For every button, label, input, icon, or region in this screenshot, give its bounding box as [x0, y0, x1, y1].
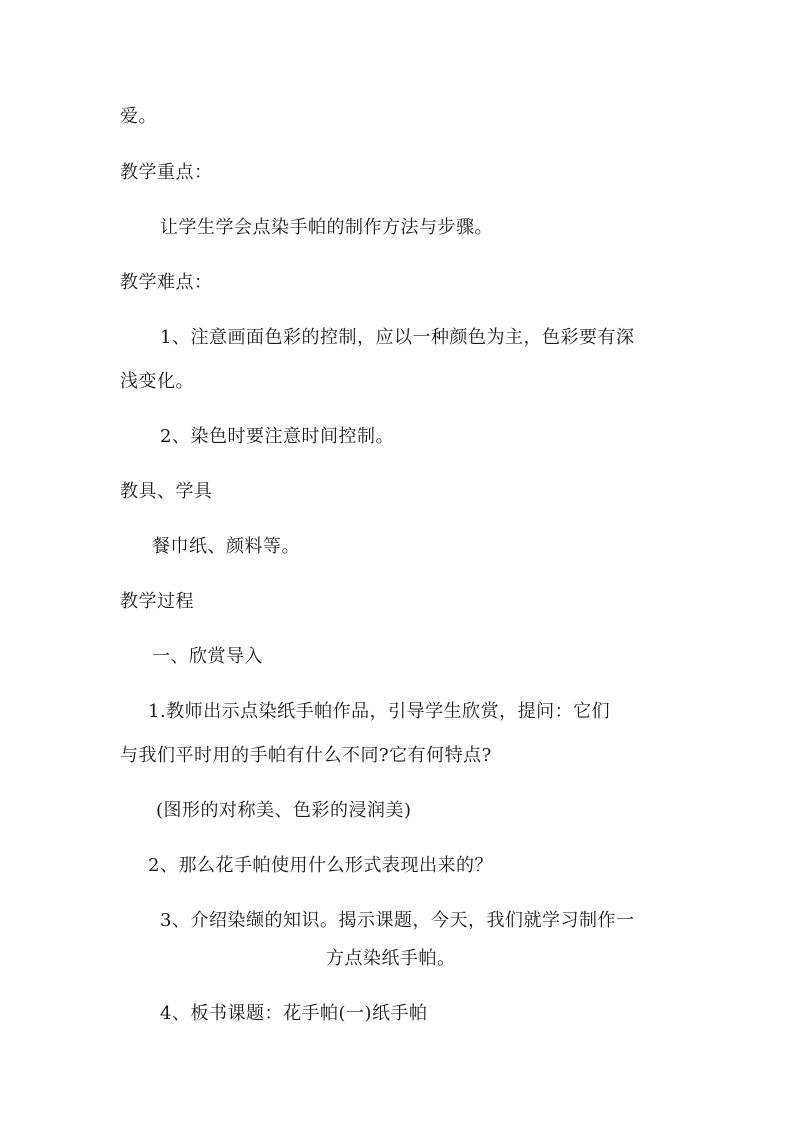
difficulty-item-1: 1、注意画面色彩的控制，应以一种颜色为主，色彩要有深 — [160, 327, 635, 348]
heading-materials: 教具、学具 — [120, 481, 213, 502]
difficulty-item-1-continued: 浅变化。 — [120, 371, 194, 392]
process-item-1-answer: (图形的对称美、色彩的浸润美) — [156, 800, 412, 821]
process-item-2: 2、那么花手帕使用什么形式表现出来的？ — [148, 855, 493, 876]
key-points-text: 让学生学会点染手帕的制作方法与步骤。 — [160, 217, 493, 238]
heading-process: 教学过程 — [120, 591, 194, 612]
process-item-1-continued: 与我们平时用的手帕有什么不同?它有何特点? — [120, 745, 492, 766]
process-item-1: 1.教师出示点染纸手帕作品，引导学生欣赏，提问：它们 — [148, 701, 611, 722]
materials-text: 餐巾纸、颜料等。 — [152, 536, 300, 557]
heading-key-points: 教学重点： — [120, 162, 213, 183]
text-line-continuation: 爱。 — [120, 106, 157, 127]
process-item-3-continued: 方点染纸手帕。 — [326, 948, 456, 969]
process-item-3: 3、介绍染缬的知识。揭示课题，今天，我们就学习制作一 — [160, 910, 635, 931]
heading-difficulties: 教学难点： — [120, 272, 213, 293]
section-appreciation: 一、欣赏导入 — [152, 646, 263, 667]
difficulty-item-2: 2、染色时要注意时间控制。 — [160, 426, 394, 447]
process-item-4: 4、板书课题：花手帕(一)纸手帕 — [160, 1003, 428, 1024]
